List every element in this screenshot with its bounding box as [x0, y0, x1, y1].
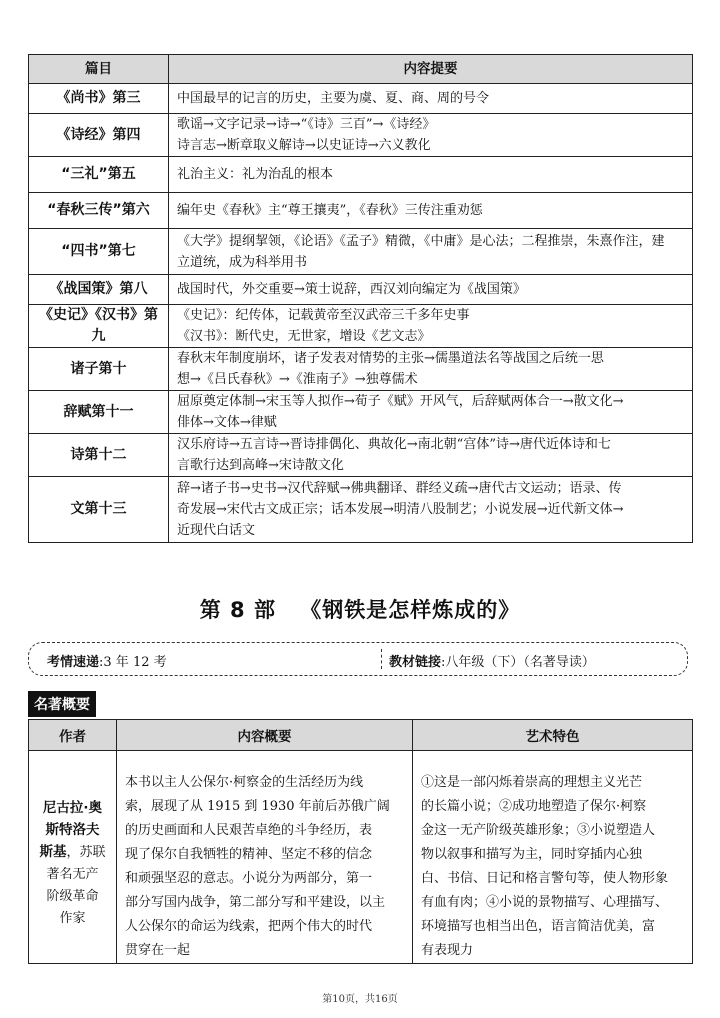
chapter-summary [169, 477, 693, 543]
author-desc-line: 作家 [59, 911, 86, 926]
link-label: 教材链接 [389, 655, 442, 670]
content-line: 本书以主人公保尔·柯察金的生活经历为线 [125, 775, 364, 790]
feature-line: 金这一无产阶级英雄形象；③小说塑造人 [421, 823, 656, 838]
chapter-title: 文第十三 [29, 477, 169, 543]
chapter-title: “春秋三传”第六 [29, 193, 169, 229]
summary-line: 战国时代，外交重要→策士说辞，西汉刘向编定为《战国策》 [177, 282, 526, 297]
part-number: 第 8 部 [199, 598, 276, 622]
summary-line: 《史记》：纪传体，记载黄帝至汉武帝三千多年史事 [177, 308, 470, 323]
table-row [29, 114, 693, 157]
feature-line: ①这是一部闪烁着崇高的理想主义光芒 [421, 775, 643, 790]
chapter-title: 《诗经》第四 [29, 114, 169, 157]
feature-line: 环境描写也相当出色，语言简洁优美，富 [421, 919, 656, 934]
summary-line: 礼治主义：礼为治乱的根本 [177, 167, 334, 182]
table-row [29, 275, 693, 305]
header-chapter: 篇目 [29, 55, 169, 84]
chapter-title: 《尚书》第三 [29, 84, 169, 114]
content-line: 现了保尔自我牺牲的精神、坚定不移的信念 [125, 847, 373, 862]
summary-line: 编年史《春秋》主“尊王攘夷”，《春秋》三传注重劝惩 [177, 203, 483, 218]
chapter-title: 辞赋第十一 [29, 391, 169, 434]
content-line: 人公保尔的命运为线索，把两个伟大的时代 [125, 919, 373, 934]
table-row [29, 157, 693, 193]
table-row [29, 305, 693, 348]
chapter-title: 诸子第十 [29, 348, 169, 391]
summary-line: 俳体→文体→律赋 [177, 415, 277, 430]
summary-line: 春秋末年制度崩坏，诸子发表对情势的主张→儒墨道法名等战国之后统一思 [177, 351, 604, 366]
info-banner [28, 642, 688, 676]
author-cell [29, 751, 117, 964]
content-line: 贯穿在一起 [125, 943, 191, 958]
summary-line: 屈原奠定体制→宋玉等人拟作→荀子《赋》开风气，后辞赋两体合一→散文化→ [177, 394, 624, 409]
chapter-summary [169, 348, 693, 391]
book-title: 《钢铁是怎样炼成的》 [300, 598, 521, 622]
chapter-title: 诗第十二 [29, 434, 169, 477]
author-name-line: 尼古拉·奥 [42, 800, 103, 816]
feature-line: 的长篇小说；②成功地塑造了保尔·柯察 [421, 799, 647, 814]
table-row [29, 84, 693, 114]
overview-tag: 名著概要 [28, 691, 96, 717]
chapter-title: “四书”第七 [29, 229, 169, 275]
table-row [29, 193, 693, 229]
feature-line: 白、书信、日记和格言警句等，使人物形象 [421, 871, 669, 886]
header-features: 艺术特色 [413, 720, 693, 751]
link-value: 八年级（下）（名著导读） [445, 655, 595, 670]
header-summary: 内容提要 [169, 55, 693, 84]
page-footer: 第10页，共16页 [322, 994, 398, 1005]
divider [381, 649, 382, 669]
chapter-summary [169, 84, 693, 114]
table-row [29, 229, 693, 275]
table-row [29, 348, 693, 391]
chapter-summary [169, 305, 693, 348]
content-line: 索，展现了从 1915 到 1930 年前后苏俄广阔 [125, 799, 390, 814]
chapter-summary [169, 193, 693, 229]
exam-label: 考情速递 [47, 655, 100, 670]
summary-line: 言歌行达到高峰→宋诗散文化 [177, 458, 344, 473]
summary-line: 奇发展→宋代古文成正宗；话本发展→明清八股制艺；小说发展→近代新文体→ [177, 502, 624, 517]
chapter-title: 《战国策》第八 [29, 275, 169, 305]
table-row [29, 391, 693, 434]
feature-line: 有血有肉；④小说的景物描写、心理描写、 [421, 895, 669, 910]
textbook-link: 教材链接:八年级（下）（名著导读） [389, 655, 595, 670]
chapters-table [28, 54, 693, 543]
author-desc-line: 著名无产 [46, 867, 99, 882]
section-heading [0, 594, 720, 624]
author-desc-line: ，苏联 [66, 845, 106, 860]
summary-cell [117, 751, 413, 964]
summary-line: 《汉书》：断代史，无世家，增设《艺文志》 [177, 329, 431, 344]
summary-line: 想→《吕氏春秋》→《淮南子》→独尊儒术 [177, 372, 418, 387]
chapter-title: 《史记》《汉书》第九 [29, 305, 169, 348]
chapter-summary [169, 391, 693, 434]
summary-line: 歌谣→文字记录→诗→“《诗》三百”→《诗经》 [177, 117, 436, 132]
exam-value: 3 年 12 考 [103, 655, 167, 670]
summary-line: 中国最早的记言的历史，主要为虞、夏、商、周的号令 [177, 91, 490, 106]
features-cell [413, 751, 693, 964]
content-line: 部分写国内战争，第二部分写和平建设，以主 [125, 895, 386, 910]
summary-line: 诗言志→断章取义解诗→以史证诗→六义教化 [177, 138, 431, 153]
header-content: 内容概要 [117, 720, 413, 751]
summary-line: 近现代白话文 [177, 523, 256, 538]
feature-line: 有表现力 [421, 943, 474, 958]
book-overview-table [28, 719, 693, 964]
content-line: 和顽强坚忍的意志。小说分为两部分，第一 [125, 871, 373, 886]
chapter-summary [169, 229, 693, 275]
summary-line: 汉乐府诗→五言诗→晋诗排偶化、典故化→南北朝“宫体”诗→唐代近体诗和七 [177, 437, 611, 452]
summary-line: 辞→诸子书→史书→汉代辞赋→佛典翻译、群经义疏→唐代古文运动；语录、传 [177, 481, 622, 496]
exam-info: 考情速递:3 年 12 考 [47, 655, 167, 670]
author-desc-line: 阶级革命 [46, 889, 99, 904]
chapter-summary [169, 275, 693, 305]
summary-line: 《大学》提纲挈领，《论语》《孟子》精微，《中庸》是心法；二程推崇，朱熹作注，建 [177, 233, 665, 249]
table-row [29, 434, 693, 477]
chapter-summary [169, 434, 693, 477]
content-line: 的历史画面和人民艰苦卓绝的斗争经历，表 [125, 823, 373, 838]
author-name-line: 斯基 [39, 844, 67, 860]
chapter-title: “三礼”第五 [29, 157, 169, 193]
table-row [29, 477, 693, 543]
chapter-summary [169, 114, 693, 157]
header-author: 作者 [29, 720, 117, 751]
feature-line: 物以叙事和描写为主，同时穿插内心独 [421, 847, 643, 862]
chapter-summary [169, 157, 693, 193]
author-name-line: 斯特洛夫 [45, 822, 100, 838]
summary-line: 立道统，成为科举用书 [177, 254, 308, 270]
